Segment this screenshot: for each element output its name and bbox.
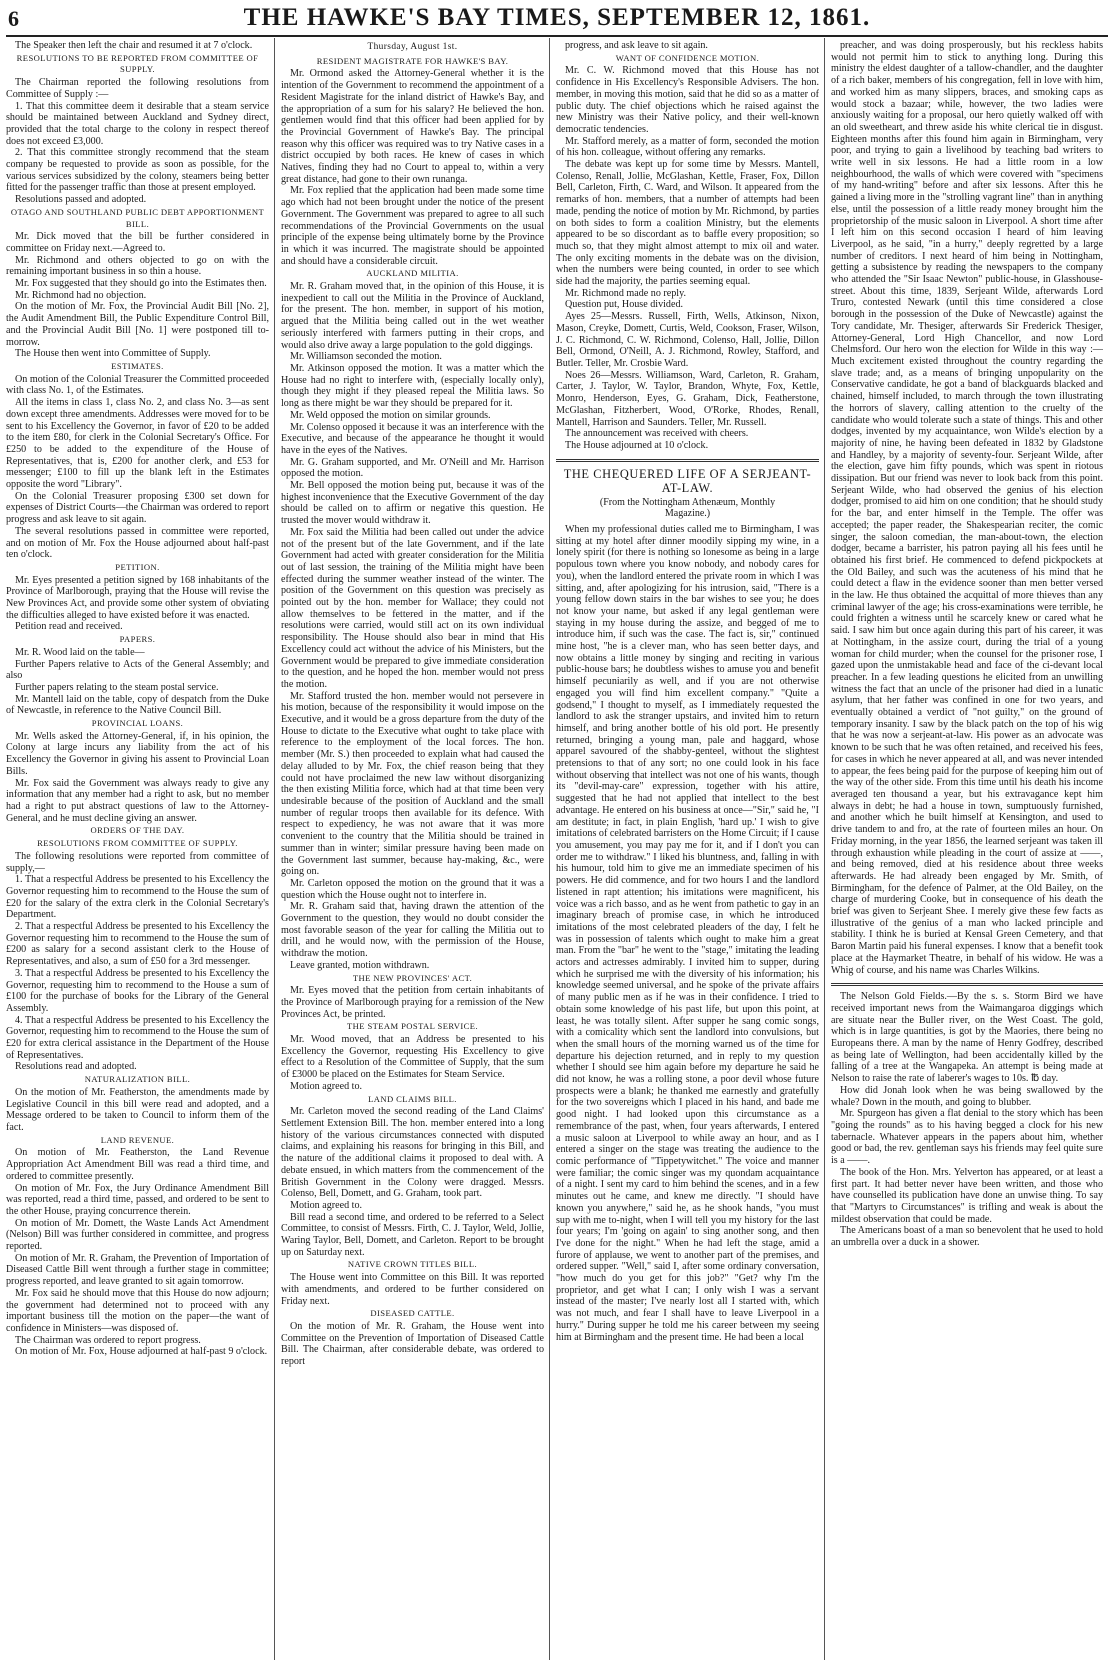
paragraph: 3. That a respectful Address be presented to his Excellency the Governor, requesting him to recommend to the House a sum of £100 for the purchase of books for the Library of the General Assembly. [6,967,269,1014]
paragraph: Mr. Wells asked the Attorney-General, if, in his opinion, the Colony at large incurs any liability from the act of his Excellency the Governor in giving his assent to Provincial Loan Bills. [6,730,269,777]
column-divider [274,38,275,1660]
paragraph: Mr. Fox said he should move that this House do now adjourn; the government had determined not to proceed with any important business till the motion on the paper—the want of confidence in Ministers—was disposed of. [6,1287,269,1334]
section-heading: LAND REVENUE. [100,1134,175,1145]
paragraph: 4. That a respectful Address be presented to his Excellency the Governor, requesting him to recommend to the House the sum of £20 for extra clerical assistance in the Department of the House of Representatives. [6,1014,269,1061]
paragraph: Mr. Colenso opposed it because it was an interference with the Executive, and because of the appearance he thought it would have in the eyes of the Natives. [281,421,544,456]
section-heading: RESOLUTIONS FROM COMMITTEE OF SUPPLY. [37,838,238,849]
paragraph: Mr. Stafford merely, as a matter of form, seconded the motion of his hon. colleague, without offering any remarks. [556,135,819,159]
section-heading: WANT OF CONFIDENCE MOTION. [615,52,760,63]
paragraph: The book of the Hon. Mrs. Yelverton has appeared, or at least a first part. It had better never have been written, and those who have counselled its publication have done an unwise thing. To say that "Martyrs to Circumstances" is trifling and weak is about the mildest observation that could be made. [831,1166,1103,1225]
paragraph: Motion agreed to. [290,1199,363,1211]
newspaper-title: THE HAWKE'S BAY TIMES, SEPTEMBER 12, 1861. [243,4,871,31]
paragraph: Mr. Richmond and others objected to go on with the remaining important business in so thin a house. [6,254,269,278]
paragraph: Mr. Mantell laid on the table, copy of despatch from the Duke of Newcastle, in reference to the Native Council Bill. [6,693,269,717]
paragraph: Ayes 25—Messrs. Russell, Firth, Wells, Atkinson, Nixon, Mason, Creyke, Domett, Curtis, Weld, Cookson, Fraser, Wilson, J. C. Richmond, C. W. Richmond, Colenso, Hall, Jollie, Dillon Bell, Ormond, O'Neill, A. J. Richmond, Rowley, Stafford, and Butler. Teller, Mr. Crosbie Ward. [556,311,819,369]
paragraph: Mr. R. Wood laid on the table— [15,646,145,658]
paragraph: Mr. Richmond had no objection. [15,289,147,301]
paragraph: Mr. Fox replied that the application had been made some time ago which had not been brought under the notice of the present Government. The Government was prepared to agree to all such recommendations of the Provincial Governments on the usual principle of the expense being ultimately borne by the Province in which it was incurred. The magistrate should be appointed and should have a considerable circuit. [281,185,544,267]
section-heading: DISEASED CATTLE. [370,1308,455,1319]
paragraph: The announcement was received with cheers. [565,428,749,440]
section-heading: PROVINCIAL LOANS. [91,718,184,729]
paragraph: Mr. Eyes presented a petition signed by 168 inhabitants of the Province of Marlborough, praying that the House will revise the New Provinces Act, and provide some other system of obviating the difficulties alleged to have existed before it was enacted. [6,574,269,621]
column-3 [556,40,819,1660]
section-heading: THE STEAM POSTAL SERVICE. [346,1021,478,1032]
paragraph: The several resolutions passed in committee were reported, and on motion of Mr. Fox the House adjourned about half-past ten o'clock. [6,525,269,561]
paragraph: Mr. G. Graham supported, and Mr. O'Neill and Mr. Harrison opposed the motion. [281,456,544,480]
paragraph: On motion of Mr. Fox, House adjourned at half-past 9 o'clock. [15,1346,268,1358]
paragraph: How did Jonah look when he was being swallowed by the whale? Down in the mouth, and going to blubber. [831,1084,1103,1108]
paragraph: 2. That this committee strongly recommend that the steam company be requested to provide as soon as possible, for the various services subsidized by the colony, steamers being better fitted for the passenger traffic than those at present employed. [6,147,269,194]
section-heading: THE NEW PROVINCES' ACT. [352,972,473,983]
paragraph: The Nelson Gold Fields.—By the s. s. Storm Bird we have received important news from the Waimangaroa diggings which are situate near the Buller river, on the West Coast. The gold, which is in large quantities, is got by the Maories, there being no Europeans there. A man by the name of Henry Godfrey, described as being late of Wellington, had been accidentally killed by the falling of a tree at the Wangapeka. An attempt is being made at Nelson to raise the rate of laberer's wages to 10s. ℔ day. [831,991,1103,1085]
paragraph: Mr. Atkinson opposed the motion. It was a matter which the House had no right to interfere with, (especially locally only), though they might if they pleased repeal the Militia laws. So long as there might be war they should be prepared for it. [281,362,544,410]
section-heading: RESOLUTIONS TO BE REPORTED FROM COMMITTEE OF SUPPLY. [16,52,259,75]
paragraph: Mr. Richmond made no reply. [565,287,687,299]
paragraph: Mr. Weld opposed the motion on similar grounds. [290,409,491,421]
column-1 [6,40,269,1660]
paragraph: The Americans boast of a man so benevolent that he used to hold an umbrella over a duck in a shower. [831,1225,1103,1249]
paragraph: Mr. Spurgeon has given a flat denial to the story which has been "going the rounds" as to his having begged a clock for his new tabernacle. Whatever appears in the papers about him, whether good or bad, the rev. gentleman says his friends may feel quite sure is a ——. [831,1108,1103,1167]
paragraph: Mr. Wood moved, that an Address be presented to his Excellency the Governor, requesting His Excellency to give effect to a Resolution of the Committee of Supply, that the sum of £3000 be placed on the Estimates for Steam Service. [281,1034,544,1081]
paragraph: Mr. Carleton moved the second reading of the Land Claims' Settlement Extension Bill. The hon. member entered into a long history of the various circumstances connected with disputed claims, and explaining his reasons for bringing in this Bill, and the nature of the additional claims it proposed to deal with. A debate ensued, in which matters from the commencement of the British Government in the Colony were dragged. Messrs. Colenso, Bell, Domett, and G. Graham, took part. [281,1106,544,1200]
article-source: (From the Nottingham Athenæum, Monthly [599,496,776,508]
paragraph: On motion of Mr. Domett, the Waste Lands Act Amendment (Nelson) Bill was further considered in committee, and progress reported. [6,1217,269,1253]
column-2 [281,40,544,1660]
article-title: THE CHEQUERED LIFE OF A SERJEANT-AT-LAW. [563,466,812,495]
paragraph: On motion of the Colonial Treasurer the Committed proceeded with class No. 1, of the Estimates. [6,373,269,397]
paragraph: On motion of Mr. Fox, the Jury Ordinance Amendment Bill was reported, read a third time, passed, and ordered to be sent to the other House, praying concurrence therein. [6,1182,269,1217]
paragraph: Resolutions passed and adopted. [15,194,147,206]
article-separator [556,459,819,462]
section-heading: AUCKLAND MILITIA. [366,268,459,279]
paragraph: Mr. Stafford trusted the hon. member would not persevere in his motion, because of the responsibility it would impose on the Executive, and it would be a gross departure from the duty of the House to dictate to the Executive what ought to take place with reference to the employment of the local forces. The hon. member (Mr. S.) then proceeded to explain what had caused the delay alluded to by Mr. Fox, the chief reason being that they could not have proclaimed the new law without disorganizing the then existing Militia force, which had at that time been very undesirable because of the position of Auckland and the small number of regular troops then available for its defence. With respect to expediency, he was not aware that it was more convenient to the country that the Militia should be trained in summer than in winter; similar pressure having been made on the Government last summer, because hay-making, &c., were going on. [281,690,544,878]
paragraph: Further papers relating to the steam postal service. [15,681,219,693]
column-divider [824,38,825,1660]
section-heading: ORDERS OF THE DAY. [90,825,185,836]
paragraph: Motion agreed to. [290,1080,363,1092]
paragraph: Mr. Dick moved that the bill be further considered in committee on Friday next.—Agreed to. [6,231,269,254]
section-heading: ESTIMATES. [111,360,164,371]
paragraph: Question put, House divided. [565,299,684,311]
paragraph: 1. That this committee deem it desirable that a steam service should be maintained between Auckland and Sydney direct, provided that the total charge to the colony in respect thereof does not exceed £3,000. [6,100,269,147]
section-heading: NATIVE CROWN TITLES BILL. [347,1259,478,1270]
section-heading: PAPERS. [119,634,156,645]
paragraph: The House then went into Committee of Supply. [15,348,211,360]
paragraph: Mr. Ormond asked the Attorney-General whether it is the intention of the Government to recommend the appointment of a Resident Magistrate for the inland district of Hawke's Bay, and the appropriation of a sum for his salary? He believed the hon. gentlemen would find that this officer had been applied for by the Provincial Government of Hawke's Bay. The principal reason why this officer was required was to try Native cases in a district occupied by both races. He knew of cases in which Natives, finding they had no Court to appeal to, within a very great distance, had gone to their own runanga. [281,68,544,185]
paragraph: Mr. Bell opposed the motion being put, because it was of the highest inconvenience that the Executive Government of the day should be called on to affirm or negative this question. He trusted the mover would withdraw it. [281,480,544,527]
paragraph: Further Papers relative to Acts of the General Assembly; and also [6,658,269,682]
paragraph: On motion of Mr. R. Graham, the Prevention of Importation of Diseased Cattle Bill went through a further stage in committee; progress reported, and leave granted to sit again tomorrow. [6,1252,269,1288]
section-heading: NATURALIZATION BILL. [84,1074,191,1085]
paragraph: On the motion of Mr. Fox, the Provincial Audit Bill [No. 2], the Audit Amendment Bill, the Public Expenditure Control Bill, and the Provincial Audit Bill [No. 1] were postponed till to-morrow. [6,301,269,348]
masthead [0,0,1114,40]
paragraph: On the Colonial Treasurer proposing £300 set down for expenses of District Courts—the Chairman was ordered to report progress and ask leave to sit again. [6,490,269,526]
paragraph: Mr. Fox suggested that they should go into the Estimates then. [15,278,267,290]
paragraph: 1. That a respectful Address be presented to his Excellency the Governor requesting him to recommend to the House the sum of £20 for the salary of the extra clerk in the Colonial Secretary's Department. [6,874,269,921]
paragraph: Mr. Fox said the Militia had been called out under the advice not of the present but of the late Government, and if the late Government had acted with greater consideration for the Militia out of last session, the training of the Militia might have been effected during the summer weather instead of the winter. The position of the Government on this question was precisely as pointed out by the hon. member for Wallace; they could not allow themselves to be fettered in the matter, and if the resolutions were carried, would still act on its own individual responsibility. The House should also bear in mind that His Excellency could act without the advice of his Ministers, but the Government would be prepared to give immediate consideration to the question, and he hoped the hon. member would not press the motion. [281,526,544,690]
paragraph: On the motion of Mr. Featherston, the amendments made by Legislative Council in this bill were read and adopted, and a Message ordered to be taken to Council to inform them of the fact. [6,1086,269,1133]
paragraph: Resolutions read and adopted. [15,1061,137,1073]
page-number: 6 [8,6,19,31]
paragraph: On motion of Mr. Featherston, the Land Revenue Appropriation Act Amendment Bill was read a third time, and ordered to committee presently. [6,1147,269,1182]
paragraph: Mr. R. Graham moved that, in the opinion of this House, it is inexpedient to call out the Militia in the Province of Auckland, for the present. The hon. member, in support of his motion, argued that the Militia being called out in the wet weather seriously interfered with farmers putting in their crops, and would also drive away a large population to the gold diggings. [281,281,544,351]
paragraph: Mr. Williamson seconded the motion. [290,351,442,363]
paragraph: Leave granted, motion withdrawn. [290,959,430,971]
paragraph: Mr. Carleton opposed the motion on the ground that it was a question which the House ought not to interfere in. [281,877,544,901]
paragraph: Mr. Fox said the Government was always ready to give any information that any member had a right to ask, but no member had a right to put abstract questions of law to the Attorney-General, and he must decline giving an answer. [6,777,269,824]
section-heading: LAND CLAIMS BILL. [368,1093,457,1104]
paragraph: All the items in class 1, class No. 2, and class No. 3—as sent down except three amendments. Addresses were moved for to be sent to his Excellency the Governor, in favor of £20 to be added to the item £80, for clerk in the Colonial Secretary's Office. For £250 to be added to the expenditure of the House of Representatives, that is, £200 for another clerk, and £53 for messenger; £100 to fill up the blank left in the Estimates opposite the word "Library". [6,397,269,491]
paragraph: On the motion of Mr. R. Graham, the House went into Committee on the Prevention of Importation of Diseased Cattle Bill. The Chairman, after considerable debate, was ordered to report [281,1320,544,1368]
paragraph: Mr. R. Graham said that, having drawn the attention of the Government to the question, they would no doubt consider the most favorable season of the year for calling the Militia out to drill, and he would now, with the permission of the House, withdraw the motion. [281,901,544,960]
section-heading: PETITION. [115,561,160,572]
date-heading: Thursday, August 1st. [367,42,458,52]
paragraph: Petition read and received. [15,621,123,633]
paragraph: The Chairman was ordered to report progress. [15,1334,201,1346]
section-heading: RESIDENT MAGISTRATE FOR HAWKE'S BAY. [316,55,509,66]
paragraph: The Speaker then left the chair and resumed it at 7 o'clock. [15,40,253,51]
column-4 [831,40,1103,1660]
paragraph: Mr. Eyes moved that the petition from certain inhabitants of the Province of Marlborough praying for a remission of the New Provinces Act, be printed. [281,985,544,1020]
section-heading: OTAGO AND SOUTHLAND PUBLIC DEBT APPORTIONMENT BILL. [10,206,265,229]
paragraph: preacher, and was doing prosperously, but his reckless habits would not permit him to stick to anything long. During this ministry the eldest daughter of a tallow-chandler, and the daughter of a rich baker, members of his congregation, fell in love with him, and worked him as many slippers, braces, and smoking caps as would stock a bazaar; while, however, the two ladies were anxiously waiting for a proposal, our hero quietly walked off with an old sweetheart, and threw aside his white clerical tie in disgust. Eighteen months after this found him again in Birmingham, very poor, and trying to gain a livelihood by teaching bad writers to write well in six lessons. He had a little room in a low neighbourhood, the walls of which were covered with "specimens of my hand-writing" before and after six lessons. After this he gained a living more in the "strolling vagrant line" than in anything else, until the possession of a little ready money brought him the proprietorship of the music saloon in Liverpool. A short time after I left him on this second occasion I heard of him leaving Liverpool, as he said, "in a hurry," deeply regretted by a large number of creditors. I next heard of him being in Nottingham, getting a subsistence by reading the newspapers to the company who attended the "Sir Isaac Newton" public-house, in Glasshouse-street. About this time, 1839, Serjeant Wilde, afterwards Lord Truro, contested Newark (until this time considered a close borough in the possession of the Duke of Newcastle) against the Tory candidate, Mr. Thesiger, afterwards Sir Frederick Thesiger, Attorney-General, Lord High Chancellor, and now Lord Chelmsford. Our hero won the election for Wilde in this way :—Much excitement existed throughout the country regarding the slave trade; and, as a means of bringing unpopularity on the Conservative candidate, he got a band of blackguards blacked and chained, himself included, to march through the town illustrating the horrors of slavery, calling attention to the cruelty of the candidate who would tolerate such a state of things. This and other dodges, invented by my acquaintance, won Wilde's election by a majority of nine, he having been defeated in 1832 by Gladstone and Handley, by a majority of seventy-four. Serjeant Wilde, after the election, gave him fifty pounds, which was spent in riotous dissipation. But our friend was never to look back from this point. Serjeant Wilde, who had observed the genius of his election dodger, promised to aid him on one condition; that he should study for the bar, and enter himself in the Temple. The offer was accepted; the paper reader, the Shakespearian reciter, the comic singer, the saloon comedian, the man-about-town, the election dodger, became a barrister, his patron paying all his fees until he obtained his first brief. He commenced to defend pickpockets at the Old Bailey, and such was the acuteness of his mind that he could detect a flaw in the evidence sooner than men better versed in the law. He thus obtained the acquittal of more thieves than any criminal lawyer of the age; his cross-examinations were terrible, he could frighten a witness until he scarcely knew or cared what he said. I saw him but once again during this part of his career, it was at Nottingham, in the assize court, during the trial of a young woman for child murder; when the counsel for the prisoner rose, I gazed upon the unmistakable head and face of the ci-devant local preacher. In a few leading questions he elicited from an unwilling witness the fact that an uncle of the prisoner had died in a lunatic asylum, that her father was confined in one for two years, and eventually obtained a verdict of "not guilty," on the ground of temporary insanity. I saw by the black patch on the top of his wig that he was now a serjeant-at-law. His power as an advocate was known to be such that he was often retained, and received his fees, for cases in which he never appeared at all, and was never intended to appear, the fees being paid for the purpose of keeping him out of the way of the other side. From this time until his death his income averaged ten thousand a year, but his extravagance kept him always in debt; he had a house in town, sumptuously furnished, and another which he built himself at Kensington, and used to drive tandem to and fro, at the rate of fourteen miles an hour. On Friday morning, in the year 1856, the learned serjeant was taken ill through exhaustion while pleading in the court of assize at ——, and being removed, died at his residence about three weeks afterwards. He had already been engaged by Mr. Smith, of Birmingham, for the defence of Palmer, at the Old Bailey, on the charge of murdering Cooke, but in consequence of his death the brief was given to Serjeant Shee. I merely give these few facts as illustrative of the genius of a man who lacked principle and stability. I think he is buried at Kensal Green Cemetery, and that Baron Martin paid his funeral expenses. I know that a benefit took place at the Haymarket Theatre, in behalf of his widow. He was a Whig of course, and his name was Charles Wilkins. [831,40,1103,976]
paragraph: When my professional duties called me to Birmingham, I was sitting at my hotel after dinner moodily sipping my wine, in a lonely spirit (for there is nothing so lonesome as being in a large populous town where you know nobody, and nobody cares for you), when the landlord entered the private room in which I was sitting, and, after apologizing for his intrusion, said, "There is a young fellow down stairs in the bar wishes to see you; he does not know your name, but asked if any legal gentleman were staying in my house during the assize, and begged of me to introduce him, if such was the case. The fact is, sir," continued mine host, "he is a clever man, who has seen better days, and now obtains a little money by singing and reciting in various public-house bars; he doubtless wishes to amuse you and benefit himself pecuniarily as well, and if you are not otherwise engaged you will find him excellent company." "Quite a godsend," I thought to myself, as I immediately requested the landlord to ask the stranger upstairs, and invited him to return himself, and bring another bottle of his old port. He presently returned, bringing a young man, pale and haggard, whose apparel savoured of the shabby-genteel, without the slightest pretensions to that of any sort; no one could look in his face without observing that intellect was not one of his wants, though its "devil-may-care" expression, together with his attire, suggested that he had not applied that intellect to the best advantage. He entered on his business at once—"Sir," said he, "I am destitute; in fact, in plain English, 'hard up.' I wish to give imitations of celebrated barristers on the Home Circuit; if I cause you amusement, you may pay me for it, and if I don't you can order me to withdraw." I liked his bluntness, and, falling in with his humour, told him to give me an immediate specimen of his powers. He did commence, and for two hours I and the landlord listened in rapt attention; his imitations were magnificent, his voice was a rich basso, and as he went from pathetic to gay in an imaginary breach of promise case, in which he introduced imitations of the most celebrated pleaders of the day, I felt he was in possession of talents which ought to make him a great man. From the "bar" he went to the "stage," imitating the leading actors and actresses admirably. I invited him to supper, during which he surprised me with the diversity of his information; his knowledge seemed universal, and he spoke of the private affairs of many public men as if he was in their confidence. I tried to obtain some knowledge of his past life, but upon this point, at least, he was totally silent. After supper he sang comic songs, with a comicality which sent the landlord into convulsions, but when the small hours of the morning warned us of the time for departure his dejection returned, and in reply to my question whether I should see him again before my departure he said he did not know, he was a rolling stone, a poor devil whose future prospects were a blank; he thanked me earnestly and gratefully for the two sovereigns which I placed in his hand, and bade me good night. I had looked upon this circumstance as a remembrance of the past, when, four years afterwards, I entered a music saloon at Liverpool to while away an hour, and as I entered a singer on the stage was treating the audience to the comic performance of "Tippetywitchet." The voice and manner were familiar; the comic singer was my quondam acquaintance of a night. I sent my card to him behind the scenes, and in a few minutes out he came, and knew me directly. "I should have known you anywhere," said he, as he shook hands, "you must sup with me to-night, when I will tell you my history for the last four years; I'm 'going on again' to sing another song, and then I've done for the night." When he had left the stage, amid a furore of applause, we went to another part of the premises, and ordered supper. "Well," said I, after some ordinary conversation, "how much do you get for this job?" "Get? why I'm the proprietor, and get what I can; I only wish I was a servant instead of the master; I've nearly lost all I started with, which was not much, and fear I shall have to leave Liverpool in a hurry." During supper he told me his career between my seeing him at Birmingham and the present time. He had been a local [556,524,819,1343]
paragraph: The House adjourned at 10 o'clock. [565,439,709,451]
paragraph: The following resolutions were reported from committee of supply,— [6,850,269,874]
paragraph: Bill read a second time, and ordered to be referred to a Select Committee, to consist of Messrs. Firth, C. J. Taylor, Weld, Jollie, Waring Taylor, Bell, Domett, and Carleton. Report to be brought up on Saturday next. [281,1211,544,1258]
paragraph: The House went into Committee on this Bill. It was reported with amendments, and ordered to be further considered on Friday next. [281,1272,544,1307]
column-divider [549,38,550,1660]
paragraph: The debate was kept up for some time by Messrs. Mantell, Colenso, Renall, Jollie, McGlashan, Kettle, Fraser, Fox, Dillon Bell, Carleton, Firth, C. Ward, and Wilson. It appeared from the remarks of hon. members, that a number of attempts had been made, pending the notice of motion by Mr. Richmond, by parties on both sides to form a coalition Ministry, but the elements appeared to be so discordant as to baffle every proposition; so much so, that they might almost attempt to mix oil and water. The only exciting moments in the debate was on the division, when the numbers were being counted, in order to see which side had the majority, the parties seeming equal. [556,159,819,288]
paragraph: Mr. C. W. Richmond moved that this House has not confidence in His Excellency's Responsible Advisers. The hon. member, in moving this motion, said that he did so as a matter of public duty. The chief objections which he raised against the new Ministry was their Native policy, and their well-known democratic tendencies. [556,65,819,135]
paragraph: progress, and ask leave to sit again. [565,40,708,51]
article-separator [831,983,1103,986]
paragraph: Noes 26—Messrs. Williamson, Ward, Carleton, R. Graham, Carter, J. Taylor, W. Taylor, Brandon, Whyte, Fox, Kettle, Monro, Henderson, Eyes, G. Graham, Dick, Featherstone, McGlashan, Fitzherbert, Wood, O'Rorke, Rhodes, Renall, Mantell, Harrison and Saunders. Teller, Mr. Russell. [556,369,819,428]
masthead-rule [6,35,1108,37]
paragraph: 2. That a respectful Address be presented to his Excellency the Governor requesting him to recommend to the House the sum of £200 as salary for a second assistant clerk to the House of Representatives, and also, a sum of £50 for a 3rd messenger. [6,921,269,968]
article-source: Magazine.) [664,508,711,520]
paragraph: The Chairman reported the following resolutions from Committee of Supply :— [6,77,269,100]
